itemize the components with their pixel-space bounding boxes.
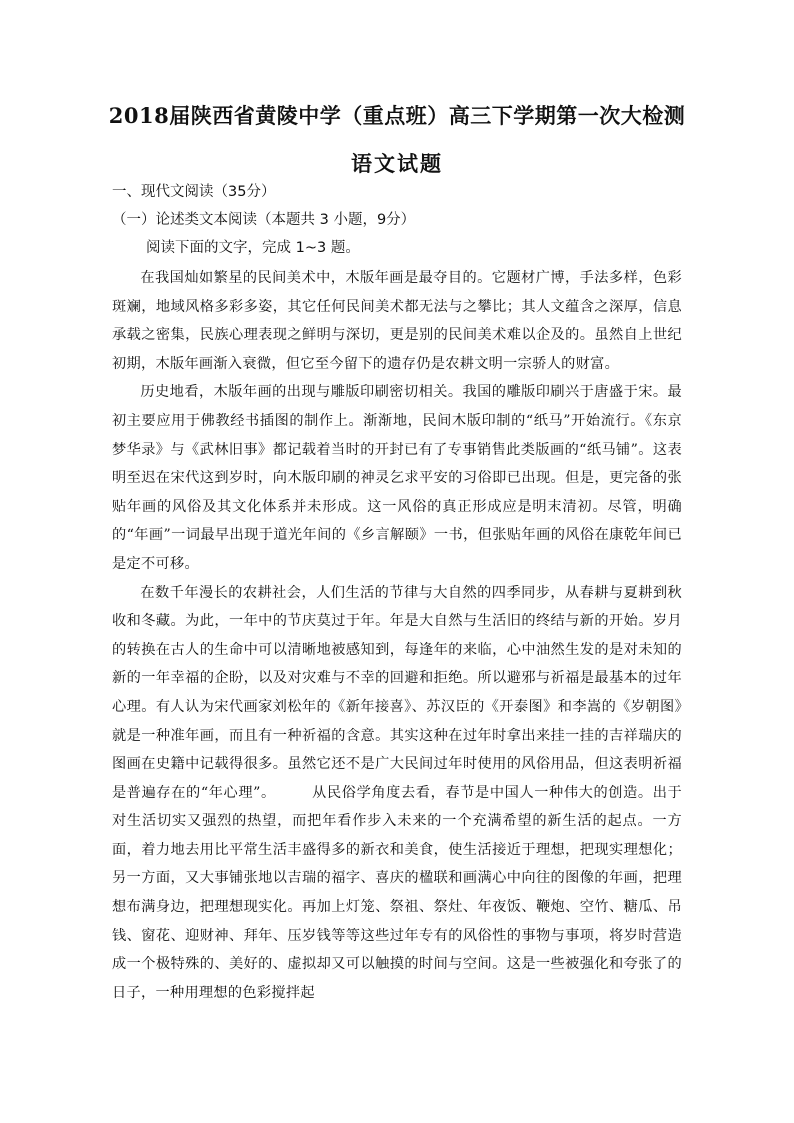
paragraph bbox=[112, 579, 682, 1008]
paragraph-text: 在数千年漫长的农耕社会，人们生活的节律与大自然的四季同步，从春耕与夏耕到秋收和冬藏。为此，一年中的节庆莫过于年。年是大自然与生活旧的终结与新的开始。岁月的转换在古人的生命中可以清晰地被感知到，每逢年的来临，心中油然生发的是对未知的新的一年幸福的企盼，以及对灾难与不幸的回避和拒绝。所以避邪与祈福是最基本的过年心理。有人认为宋代画家刘松年的《新年接喜》、苏汉臣的《开泰图》和李嵩的《岁朝图》就是一种准年画，而且有一种祈福的含意。其实这种在过年时拿出来挂一挂的吉祥瑞庆的图画在史籍中记载得很多。虽然它还不是广大民间过年时使用的风俗用品，但这表明祈福是普遍存在的“年心理”。 bbox=[112, 584, 682, 801]
subsection-heading: （一）论述类文本阅读（本题共 3 小题，9分） bbox=[112, 212, 416, 228]
reading-instruction: 阅读下面的文字，完成 1~3 题。 bbox=[146, 240, 360, 256]
paragraph: 历史地看，木版年画的出现与雕版印刷密切相关。我国的雕版印刷兴于唐盛于宋。最初主要应用于佛教经书插图的制作上。渐渐地，民间木版印制的“纸马”开始流行。《东京梦华录》与《武林旧事》都记载着当时的开封已有了专事销售此类版画的“纸马铺”。这表明至迟在宋代这到岁时，向木版印刷的神灵乞求平安的习俗即已出现。但是，更完备的张贴年画的风俗及其文化体系并未形成。这一风俗的真正形成应是明末清初。尽管，明确的“年画”一词最早出现于道光年间的《乡言解颐》一书，但张贴年画的风俗在康乾年间已是定不可移。 bbox=[112, 384, 682, 572]
section-heading: 一、现代文阅读（35分） bbox=[112, 184, 276, 200]
article-body bbox=[112, 264, 682, 1007]
document-title: 2018届陕西省黄陵中学（重点班）高三下学期第一次大检测 bbox=[108, 103, 686, 128]
paragraph-text: 从民俗学角度去看，春节是中国人一种伟大的创造。出于对生活切实又强烈的热望，而把年看作步入未来的一个充满希望的新生活的起点。一方面，着力地去用比平常生活丰盛得多的新衣和美食，使生活接近于理想，把现实理想化；另一方面，又大事铺张地以吉瑞的福字、喜庆的楹联和画满心中向往的图像的年画，把理想布满身边，把理想现实化。再加上灯笼、祭祖、祭灶、年夜饭、鞭炮、空竹、糖瓜、吊钱、窗花、迎财神、拜年、压岁钱等等这些过年专有的风俗性的事物与事项，将岁时营造成一个极特殊的、美好的、虚拟却又可以触摸的时间与空间。这是一些被强化和夸张了的日子，一种用理想的色彩搅拌起 bbox=[112, 784, 682, 1001]
document-subtitle: 语文试题 bbox=[351, 151, 443, 176]
paragraph: 在我国灿如繁星的民间美术中，木版年画是最夺目的。它题材广博，手法多样，色彩斑斓，地域风格多彩多姿，其它任何民间美术都无法与之攀比；其人文蕴含之深厚，信息承载之密集，民族心理表现之鲜明与深切，更是别的民间美术难以企及的。虽然自上世纪初期，木版年画渐入衰微，但它至今留下的遗存仍是农耕文明一宗骄人的财富。 bbox=[112, 270, 682, 372]
